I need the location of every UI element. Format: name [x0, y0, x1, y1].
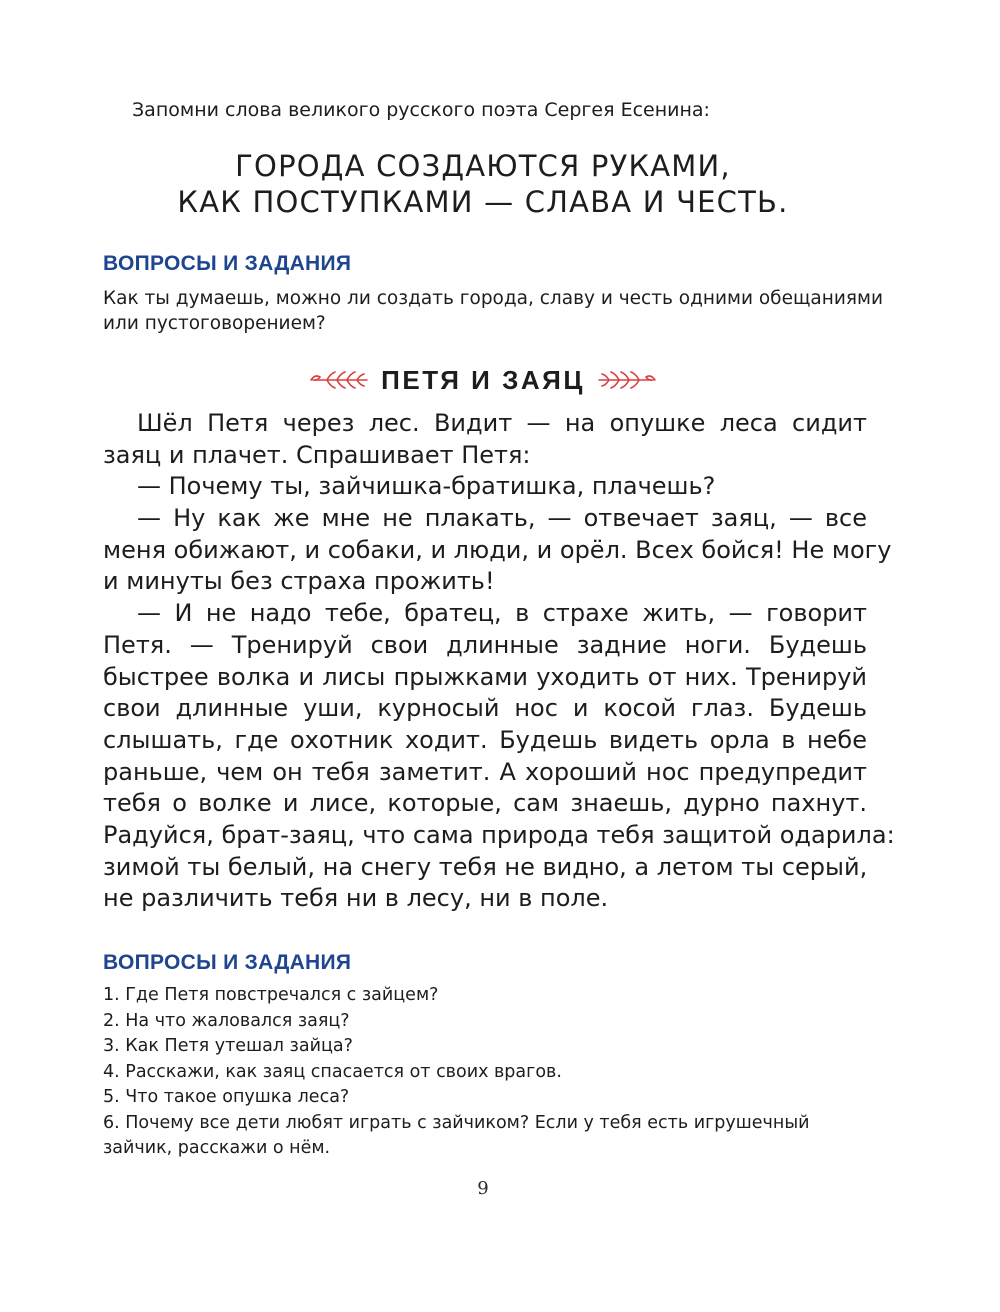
story-body: [103, 408, 895, 915]
right-leaf-ornament-icon: [597, 368, 657, 392]
question-line-2: или пустоговорением?: [103, 313, 326, 334]
story-line: — Почему ты, зайчишка-братишка, плачешь?: [137, 472, 716, 501]
question-line-1: Как ты думаешь, можно ли создать города, славу и честь одними обещаниями: [103, 288, 883, 309]
story-line: раньше, чем он тебя заметит. А хороший нос предупредит: [103, 757, 867, 786]
story-line: — Ну как же мне не плакать, — отвечает заяц, — все: [137, 504, 867, 533]
quote-line-1: ГОРОДА СОЗДАЮТСЯ РУКАМИ,: [235, 149, 731, 183]
list-item: 3. Как Петя утешал зайца?: [103, 1036, 353, 1056]
list-item: 2. На что жаловался заяц?: [103, 1010, 350, 1031]
list-item: зайчик, расскажи о нём.: [103, 1138, 331, 1158]
story-line: и минуты без страха прожить!: [103, 567, 495, 596]
story-line: — И не надо тебе, братец, в страхе жить, — говорит: [137, 599, 867, 628]
story-line: Радуйся, брат-заяц, что сама природа тебя защитой одарила:: [103, 820, 895, 849]
page-number: 9: [477, 1178, 489, 1199]
story-line: слышать, где охотник ходит. Будешь видеть орла в небе: [103, 725, 867, 754]
story-line: зимой ты белый, на снегу тебя не видно, а летом ты серый,: [103, 852, 868, 881]
section-heading-questions-2: ВОПРОСЫ И ЗАДАНИЯ: [103, 951, 352, 974]
intro-text: Запомни слова великого русского поэта Сергея Есенина:: [132, 99, 710, 121]
task-list: [103, 983, 883, 1162]
story-line: меня обижают, и собаки, и люди, и орёл. Всех бойся! Не могу: [103, 535, 892, 564]
story-line: свои длинные уши, курносый нос и косой глаз. Будешь: [103, 694, 867, 723]
story-line: Петя. — Тренируй свои длинные задние ноги. Будешь: [103, 630, 867, 659]
story-line: Шёл Петя через лес. Видит — на опушке леса сидит: [137, 409, 867, 437]
story-title-block: [0, 360, 966, 400]
story-line: не различить тебя ни в лесу, ни в поле.: [103, 884, 609, 913]
left-leaf-ornament-icon: [309, 368, 369, 392]
list-item: 1. Где Петя повстречался с зайцем?: [103, 985, 439, 1005]
story-line: заяц и плачет. Спрашивает Петя:: [103, 440, 531, 469]
section-heading-questions-1: ВОПРОСЫ И ЗАДАНИЯ: [103, 252, 352, 275]
list-item: 6. Почему все дети любят играть с зайчиком? Если у тебя есть игрушечный: [103, 1112, 810, 1133]
quote-line-2: КАК ПОСТУПКАМИ — СЛАВА И ЧЕСТЬ.: [177, 185, 789, 219]
story-title: ПЕТЯ И ЗАЯЦ: [381, 364, 585, 395]
story-line: быстрее волка и лисы прыжками уходить от них. Тренируй: [103, 662, 867, 691]
list-item: 5. Что такое опушка леса?: [103, 1087, 350, 1107]
story-line: тебя о волке и лисе, которые, сам знаешь, дурно пахнут.: [103, 789, 867, 818]
list-item: 4. Расскажи, как заяц спасается от своих врагов.: [103, 1061, 562, 1082]
